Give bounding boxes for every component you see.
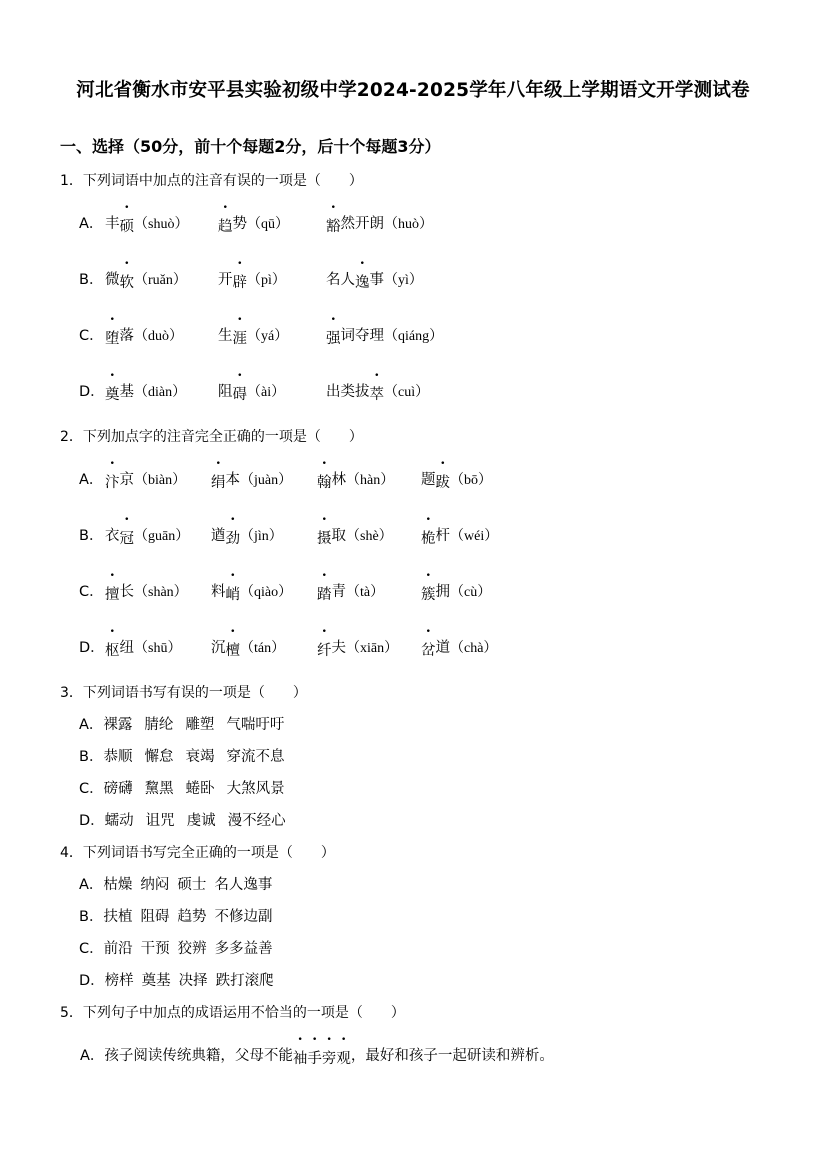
option-item: [211, 636, 285, 657]
word-text: 纽: [119, 640, 134, 656]
option-item: [105, 380, 186, 401]
option-label: C．: [79, 941, 104, 957]
dotted-character: 檀: [225, 643, 240, 659]
question-5-option-a: [80, 1044, 554, 1065]
option-word: 多多益善: [214, 941, 273, 957]
dotted-idiom: [293, 1051, 351, 1067]
word-text: 遒: [211, 528, 226, 544]
dotted-character: 纤: [317, 643, 332, 659]
dotted-character: 冠: [119, 531, 134, 547]
dotted-character: 趋: [218, 219, 233, 235]
dotted-character: 强: [326, 331, 341, 347]
option-item: [211, 580, 292, 601]
word-text: 料: [211, 584, 226, 600]
word-text: 青: [331, 584, 346, 600]
option-word: 虔诚: [186, 813, 216, 829]
option-word: 不修边副: [214, 909, 273, 925]
word-text: 阻: [218, 384, 233, 400]
pinyin: （ài）: [247, 385, 286, 400]
pinyin: （yá）: [247, 329, 289, 344]
dotted-character: 劲: [225, 531, 240, 547]
option-row: [79, 873, 272, 894]
dotted-character: 岔: [421, 643, 436, 659]
word-text: 本: [225, 472, 240, 488]
option-word: 狡辨: [177, 941, 207, 957]
pinyin: （pì）: [247, 273, 286, 288]
option-label: A．: [80, 1048, 105, 1064]
word-text: 生: [218, 328, 233, 344]
pinyin: （shū）: [134, 641, 182, 656]
word-text: 出类拔: [326, 384, 370, 400]
option-item: [421, 580, 491, 601]
pinyin: （shuò）: [134, 217, 189, 232]
option-label: C．: [79, 584, 104, 600]
section-heading: 一、选择（50分，前十个每题2分，后十个每题3分）: [60, 137, 441, 156]
pinyin: （biàn）: [134, 473, 187, 488]
word-text: 名人: [326, 272, 355, 288]
word-text: 夫: [331, 640, 346, 656]
word-text: 微: [105, 272, 120, 288]
option-label: D．: [79, 640, 105, 656]
option-item: [317, 468, 394, 489]
option-word: 趋势: [177, 909, 207, 925]
option-item: [421, 468, 492, 489]
dotted-character: 袖: [292, 1051, 308, 1067]
dotted-character: 辟: [232, 275, 247, 291]
pinyin: （huò）: [384, 217, 433, 232]
pinyin: （jìn）: [240, 529, 283, 544]
dotted-character: 擅: [105, 587, 120, 603]
option-word: 磅礴: [103, 781, 133, 797]
word-text: 丰: [105, 216, 120, 232]
pinyin: （qiào）: [240, 585, 293, 600]
option-item: [421, 524, 498, 545]
dotted-character: 绢: [211, 475, 226, 491]
option-word: 恭顺: [103, 749, 133, 765]
dotted-character: 汴: [105, 475, 120, 491]
word-text: 开: [218, 272, 233, 288]
dotted-character: 摄: [317, 531, 332, 547]
option-label: D．: [79, 384, 105, 400]
dotted-character: 簇: [421, 587, 436, 603]
page-title: 河北省衡水市安平县实验初级中学2024-2025学年八年级上学期语文开学测试卷: [76, 80, 750, 101]
option-row: [79, 777, 285, 798]
option-label: A．: [79, 472, 104, 488]
option-item: [317, 636, 398, 657]
option-item: [211, 524, 283, 545]
option-item: [105, 524, 189, 545]
option-word: 决择: [178, 973, 208, 989]
option-item: [326, 268, 423, 289]
question-2-stem: 2．下列加点字的注音完全正确的一项是（ ）: [60, 429, 363, 445]
option-word: 扶植: [103, 909, 133, 925]
word-text: 落: [119, 328, 134, 344]
dotted-character: 豁: [326, 219, 341, 235]
option-word: 阻碍: [140, 909, 170, 925]
option-item: [421, 636, 497, 657]
word-text: 事: [369, 272, 384, 288]
option-word: 蠕动: [104, 813, 134, 829]
option-text-post: ，最好和孩子一起研读和辨析。: [350, 1048, 554, 1064]
option-label: A．: [79, 877, 104, 893]
pinyin: （duò）: [134, 329, 183, 344]
question-3-stem: 3．下列词语书写有误的一项是（ ）: [60, 685, 307, 701]
word-text: 然开朗: [340, 216, 384, 232]
pinyin: （hàn）: [346, 473, 395, 488]
option-row: [79, 905, 272, 926]
option-item: [105, 580, 188, 601]
option-label: A．: [79, 216, 104, 232]
word-text: 沉: [211, 640, 226, 656]
pinyin: （tán）: [240, 641, 286, 656]
option-word: 诅咒: [145, 813, 175, 829]
option-label: D．: [79, 973, 105, 989]
option-word: 腈纶: [144, 717, 174, 733]
word-text: 词夺理: [340, 328, 384, 344]
option-word: 气喘吁吁: [226, 717, 285, 733]
option-word: 漫不经心: [227, 813, 286, 829]
dotted-character: 涯: [232, 331, 247, 347]
option-word: 榜样: [104, 973, 134, 989]
pinyin: （diàn）: [134, 385, 187, 400]
option-item: [105, 636, 181, 657]
pinyin: （tà）: [346, 585, 385, 600]
dotted-character: 软: [119, 275, 134, 291]
dotted-character: 旁: [321, 1051, 337, 1067]
word-text: 道: [435, 640, 450, 656]
option-row: [79, 969, 274, 990]
dotted-character: 跋: [435, 475, 450, 491]
pinyin: （guān）: [134, 529, 190, 544]
option-item: [105, 268, 187, 289]
dotted-character: 硕: [119, 219, 134, 235]
pinyin: （bō）: [450, 473, 492, 488]
option-row: [79, 937, 273, 958]
option-word: 跌打滚爬: [215, 973, 274, 989]
option-item: [326, 380, 429, 401]
word-text: 长: [119, 584, 134, 600]
word-text: 题: [421, 472, 436, 488]
option-row: [79, 713, 284, 734]
word-text: 势: [232, 216, 247, 232]
word-text: 杆: [435, 528, 450, 544]
option-word: 裸露: [103, 717, 133, 733]
word-text: 林: [331, 472, 346, 488]
option-label: D．: [79, 813, 105, 829]
option-word: 衰竭: [185, 749, 215, 765]
option-item: [317, 524, 393, 545]
pinyin: （yì）: [384, 273, 423, 288]
option-label: B．: [79, 909, 104, 925]
option-text-pre: 孩子阅读传统典籍，父母不能: [104, 1048, 293, 1064]
option-label: C．: [79, 781, 104, 797]
option-word: 枯燥: [103, 877, 133, 893]
option-word: 大煞风景: [226, 781, 285, 797]
option-item: [211, 468, 292, 489]
option-word: 硕士: [177, 877, 207, 893]
word-text: 衣: [105, 528, 120, 544]
dotted-character: 观: [336, 1051, 351, 1067]
dotted-character: 枢: [105, 643, 120, 659]
option-item: [105, 212, 188, 233]
pinyin: （juàn）: [240, 473, 293, 488]
option-item: [218, 268, 286, 289]
dotted-character: 萃: [369, 387, 384, 403]
option-word: 干预: [140, 941, 170, 957]
pinyin: （wéi）: [450, 529, 499, 544]
option-word: 前沿: [103, 941, 133, 957]
option-item: [105, 468, 186, 489]
option-row: [79, 745, 284, 766]
option-word: 黧黑: [144, 781, 174, 797]
question-4-stem: 4．下列词语书写完全正确的一项是（ ）: [60, 845, 335, 861]
word-text: 拥: [435, 584, 450, 600]
option-item: [317, 580, 384, 601]
option-item: [105, 324, 183, 345]
pinyin: （cù）: [450, 585, 492, 600]
option-item: [326, 212, 433, 233]
word-text: 取: [331, 528, 346, 544]
dotted-character: 手: [307, 1051, 322, 1067]
option-item: [218, 380, 285, 401]
pinyin: （ruǎn）: [134, 273, 187, 288]
dotted-character: 峭: [225, 587, 240, 603]
dotted-character: 翰: [317, 475, 332, 491]
option-word: 懈怠: [144, 749, 174, 765]
pinyin: （shàn）: [134, 585, 188, 600]
question-1-stem: 1．下列词语中加点的注音有误的一项是（ ）: [60, 173, 363, 189]
option-word: 奠基: [141, 973, 171, 989]
option-label: B．: [79, 272, 104, 288]
option-word: 穿流不息: [226, 749, 285, 765]
option-label: A．: [79, 717, 104, 733]
dotted-character: 踏: [317, 587, 332, 603]
option-word: 纳闷: [140, 877, 170, 893]
word-text: 基: [119, 384, 134, 400]
option-item: [218, 212, 289, 233]
dotted-character: 堕: [105, 331, 120, 347]
word-text: 京: [119, 472, 134, 488]
dotted-character: 奠: [105, 387, 120, 403]
option-row: [79, 809, 286, 830]
pinyin: （shè）: [346, 529, 393, 544]
option-word: 蜷卧: [185, 781, 215, 797]
dotted-character: 桅: [421, 531, 436, 547]
option-item: [326, 324, 443, 345]
pinyin: （cuì）: [384, 385, 430, 400]
option-label: B．: [79, 528, 104, 544]
option-label: B．: [79, 749, 104, 765]
dotted-character: 逸: [355, 275, 370, 291]
dotted-character: 碍: [232, 387, 247, 403]
option-word: 雕塑: [185, 717, 215, 733]
option-word: 名人逸事: [214, 877, 273, 893]
option-label: C．: [79, 328, 104, 344]
pinyin: （xiān）: [346, 641, 399, 656]
pinyin: （qū）: [247, 217, 289, 232]
option-item: [218, 324, 288, 345]
pinyin: （chà）: [450, 641, 498, 656]
pinyin: （qiáng）: [384, 329, 444, 344]
question-5-stem: 5．下列句子中加点的成语运用不恰当的一项是（ ）: [60, 1005, 405, 1021]
